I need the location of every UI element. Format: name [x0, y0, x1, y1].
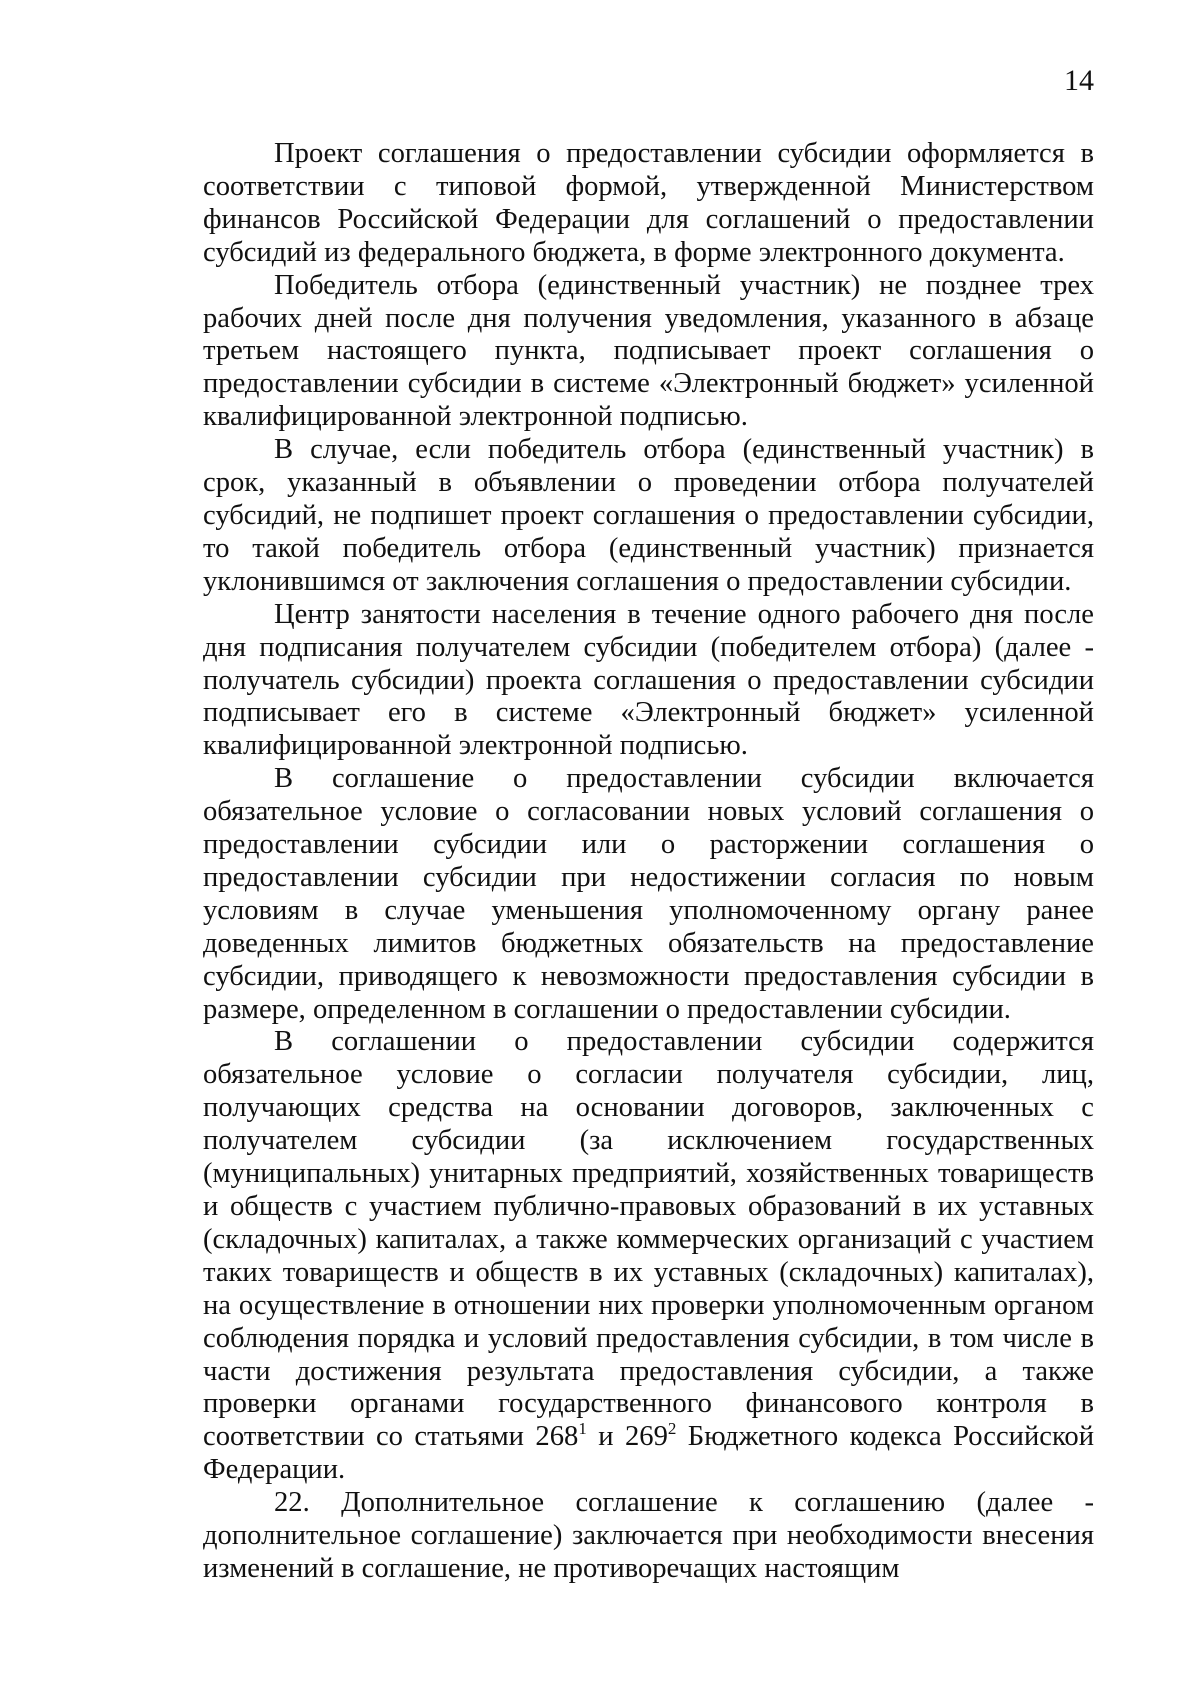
paragraph-winner-signs-draft: Победитель отбора (единственный участник) не позднее трех рабочих дней после дня получения уведомления, указанного в абзаце третьем настоящего пункта, подписывает проект соглашения о предоставлении субсидии в системе «Электронный бюджет» усиленной квалифицированной электронной подписью. [203, 269, 1094, 433]
article-number: 269 [624, 1421, 668, 1453]
paragraph-item-22-additional-agreement: 22. Дополнительное соглашение к соглашению (далее - дополнительное соглашение) заключается при необходимости внесения изменений в соглашение, не противоречащих настоящим [203, 1487, 1094, 1584]
paragraph-winner-evasion: В случае, если победитель отбора (единственный участник) в срок, указанный в объявлении о проведении отбора получателей субсидий, не подпишет проект соглашения о предоставлении субсидии, то такой победитель отбора (единственный участник) признается уклонившимся от заключения соглашения о предоставлении субсидии. [203, 434, 1094, 597]
document-body [203, 138, 1094, 1586]
paragraph-text-part: Бюджетного кодекса Российской Федерации. [203, 1421, 1094, 1486]
paragraph-employment-center-signs: Центр занятости населения в течение одного рабочего дня после дня подписания получателем субсидии (победителем отбора) (далее - получатель субсидии) проекта соглашения о предоставлении субсидии подписывает его в системе «Электронный бюджет» усиленной квалифицированной электронной подписью. [203, 598, 1094, 762]
page-number: 14 [1064, 64, 1094, 97]
paragraph-text-part: В соглашении о предоставлении субсидии содержится обязательное условие о согласии получателя субсидии, лиц, получающих средства на основании договоров, заключенных с получателем субсидии (за исключением государственных (муниципальных) унитарных предприятий, хозяйственных товариществ и обществ с участием публично-правовых образований в их уставных (складочных) капиталах, а также коммерческих организаций с участием таких товариществ и обществ в их уставных (складочных) капиталах), на осуществление в отношении них проверки уполномоченным органом соблюдения порядка и условий предоставления субсидии, в том числе в части достижения результата предоставления субсидии, а также проверки органами государственного финансового контроля в соответствии со статьями [203, 1026, 1094, 1453]
article-number: 268 [535, 1421, 579, 1453]
article-superscript: 2 [667, 1419, 677, 1439]
paragraph-agreement-draft-form: Проект соглашения о предоставлении субсидии оформляется в соответствии с типовой формой, утвержденной Министерством финансов Российской Федерации для соглашений о предоставлении субсидий из федерального бюджета, в форме электронного документа. [203, 138, 1094, 268]
paragraph-inspection-consent-clause [203, 1026, 1094, 1487]
article-superscript: 1 [578, 1419, 587, 1439]
paragraph-new-conditions-clause: В соглашение о предоставлении субсидии включается обязательное условие о согласовании новых условий соглашения о предоставлении субсидии или о расторжении соглашения о предоставлении субсидии при недостижении согласия по новым условиям в случае уменьшения уполномоченному органу ранее доведенных лимитов бюджетных обязательств на предоставление субсидии, приводящего к невозможности предоставления субсидии в размере, определенном в соглашении о предоставлении субсидии. [203, 763, 1094, 1025]
paragraph-text-part: и [586, 1421, 625, 1453]
